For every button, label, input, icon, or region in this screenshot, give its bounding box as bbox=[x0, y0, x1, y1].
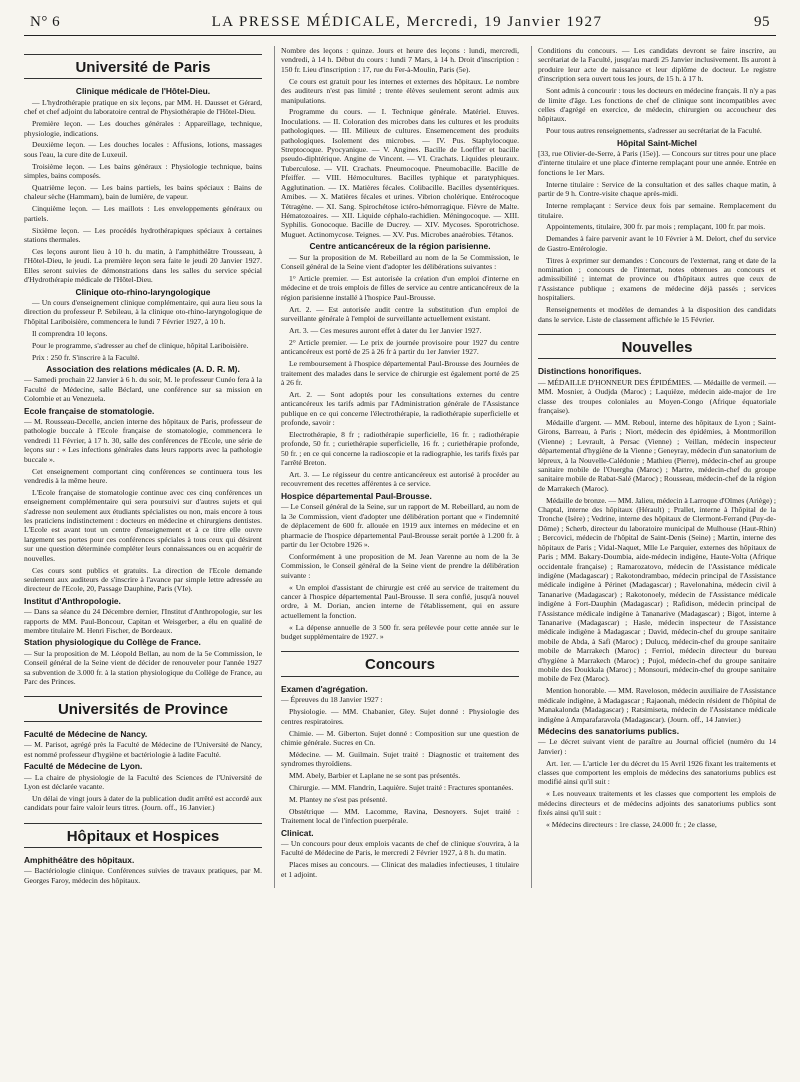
article-heading: Clinicat. bbox=[281, 827, 314, 838]
paragraph: « La dépense annuelle de 3 500 fr. sera prélevée pour cette année sur le budget supplémentaire de 1927. » bbox=[281, 622, 519, 642]
paragraph: Prix : 250 fr. S'inscrire à la Faculté. bbox=[32, 352, 140, 362]
section-title: Université de Paris bbox=[24, 54, 262, 79]
paragraph: Conditions du concours. — Les candidats devront se faire inscrire, au secrétariat de la Faculté, jusqu'au mardi 25 Janvier inclusivement. Ils auront à produire leur acte de naissance et leur diplôme de docteur. Le registre d'inscription sera ouvert tous les jours, de 15 h. à 17 h. bbox=[538, 46, 776, 84]
paragraph: — M. Rousseau-Decelle, ancien interne des hôpitaux de Paris, professeur de pathologie buccale à l'Ecole française de stomatologie, commencera le vendredi 11 Février, à 17 h. 30, salle des conférences de l'Ecole, une série de leçons sur : « Les infections générales dans leurs rapports avec la pathologie buccale ». bbox=[24, 417, 262, 464]
paragraph: — Un concours pour deux emplois vacants de chef de clinique s'ouvrira, à la Faculté de Médecine de Paris, le mercredi 2 Février 1927, à 8 h. du matin. bbox=[281, 839, 519, 858]
article-heading: Station physiologique du Collège de France. bbox=[24, 637, 201, 648]
paragraph: Interne remplaçant : Service deux fois par semaine. Remplacement du titulaire. bbox=[538, 201, 776, 220]
paragraph: Sixième leçon. — Les procédés hydrothérapiques spéciaux à certaines stations thermales. bbox=[24, 225, 262, 245]
paragraph: — Sur la proposition de M. Léopold Bellan, au nom de la 5e Commission, le Conseil général de la Seine vient de décider de renouveler pour l'année 1927 sa subvention de 3.000 fr. à la station physiologique du Collège de France, au Parc des Princes. bbox=[24, 648, 262, 687]
paragraph: Art. 2. — Est autorisée audit centre la substitution d'un emploi de surveillante générale à l'emploi de surveillante actuellement existant. bbox=[281, 304, 519, 323]
masthead bbox=[24, 14, 776, 36]
paragraph: Art. 3. — Le régisseur du centre anticancéreux est autorisé à procéder au recouvrement des recettes afférentes à ce service. bbox=[281, 470, 519, 489]
paragraph: Interne titulaire : Service de la consultation et des salles chaque matin, à partir de 9 h. Contre-visite chaque après-midi. bbox=[538, 179, 776, 199]
article-heading: Centre anticancéreux de la région parisienne. bbox=[309, 241, 491, 252]
paragraph: Quatrième leçon. — Les bains partiels, les bains spéciaux : Bains de chaleur sèche (Hammam), bain de lumière, de vapeur. bbox=[24, 183, 262, 202]
paragraph: Pour tous autres renseignements, s'adresser au secrétariat de la Faculté. bbox=[546, 126, 762, 136]
paragraph: Ces cours sont publics et gratuits. La direction de l'Ecole demande seulement aux auditeurs de s'inscrire à l'avance par simple lettre adressée au directeur de l'Ecole, 20, Passage Dauphine, Paris (VIe). bbox=[24, 565, 262, 594]
article-heading: Clinique médicale de l'Hôtel-Dieu. bbox=[75, 86, 211, 97]
paragraph: Renseignements et modèles de demandes à la disposition des candidats dans le service. Liste de classement affichée le 15 Février. bbox=[538, 305, 776, 324]
paragraph: — La chaire de physiologie de la Faculté des Sciences de l'Université de Lyon est déclarée vacante. bbox=[24, 772, 262, 791]
paragraph: 1° Article premier. — Est autorisée la création d'un emploi d'interne en médecine et de trois emplois de filles de service au centre anticancéreux de la région parisienne installé à l'hospice Paul-Brousse. bbox=[281, 273, 519, 302]
article-heading: Hôpital Saint-Michel bbox=[616, 137, 698, 148]
paragraph: Pour le programme, s'adresser au chef de clinique, hôpital Lariboisière. bbox=[32, 340, 249, 350]
paragraph: Appointements, titulaire, 300 fr. par mois ; remplaçant, 100 fr. par mois. bbox=[546, 222, 766, 232]
article-heading: Institut d'Anthropologie. bbox=[24, 595, 121, 606]
paragraph: Programme du cours. — I. Technique générale. Matériel. Etuves. Inoculations. — II. Coloration des microbes dans les cultures et les produits pathologiques. — III. Milieux de cultures. Ensemencement des produits pathologiques. Isolement des microbes. — IV. Pus. Staphylocoque. Streptocoque. Pyocyanique. — V. Angines. Bacille de Loeffler et bacille pseudo-diphtérique. Angine de Vincent. — VI. Crachats. Liquides pleuraux. Tuberculose. — VII. Crachats. Pneumocoque. Pneumobacille. Bacille de Pfeiffer. — VIII. Hémocultures. Bacilles typhique et paratyphiques. Agglutination. — IX. Matières fécales. Colibacille. Bacilles dysentériques. Amibes. — X. Matières fécales et urines. Vibrion cholérique. Entérocoque Tétragène. — XI. Sang. Spirochétose ictéro-hémorragique. Fièvre de Malte. Hématozoaires. — XII. Liquide céphalo-rachidien. Méningocoque. — XIII. Syphilis. Gonocoque. Bacille de Ducrey. — XIV. Mycoses. Sporotrichose. Muguet. Actinomycose. Teignes. — XV. Pus. Microbes anaérobies. Tétanos. bbox=[281, 107, 519, 239]
newspaper-title: LA PRESSE MÉDICALE, Mercredi, 19 Janvier 1927 bbox=[211, 14, 603, 30]
paragraph: Art. 3. — Ces mesures auront effet à dater du 1er Janvier 1927. bbox=[289, 325, 482, 335]
paragraph: MM. Abely, Barbier et Laplane ne se sont pas présentés. bbox=[289, 771, 461, 781]
paragraph: Médaille de bronze. — MM. Jalieu, médecin à Larroque d'Olmes (Ariège) ; Chaptal, interne des hôpitaux (Hérault) ; Prallet, interne à l'hôpital de la Tronche (Isère) ; Vedrine, interne des hôpitaux de Clermont-Ferrand (Puy-de-Dôme) ; Scherb, directeur du laboratoire municipal de Mulhouse (Haut-Rhin) ; Bercovici, médecin de l'hôpital de Saint-Denis (Seine) ; Martin, interne des hôpitaux de Paris ; Vidal-Naquet, Mlle Le Parquier, externes des hôpitaux de Paris ; MM. Bakary-Doumbia, aide-médecin indigène, Haute-Volta (Afrique occidentale française) ; Ramarozatovo, médecin de l'Assistance médicale indigène (Madagascar) ; Rakotondrambao, médecin principal de l'Assistance médicale indigène à Périnet (Madagascar) ; Ravelonahina, médecin civil à Tananarive (Madagascar) ; Rakotonoely, médecin de l'Assistance médicale indigène à Fort-Dauphin (Madagascar) ; Rafidison, médecin principal de l'Assistance médicale indigène à Tananarive (Madagascar) ; Bigot, interne à Tananarive (Madagascar) ; Hasle, médecin inspecteur de l'Assistance médicale indigène à Madagascar ; David, médecin-chef du groupe sanitaire mobile de Abda, à Safi (Maroc) ; Dulucq, médecin-chef du groupe sanitaire mobile de Marrakech (Maroc) ; Ferriol, médecin directeur du bureau d'hygiène à Marrakech (Maroc) ; Pujol, médecin-chef du groupe sanitaire mobile des Doukkala (Maroc) ; Monsouri, médecin-chef du groupe sanitaire mobile de Fez (Maroc). bbox=[538, 495, 776, 684]
article-heading: Examen d'agrégation. bbox=[281, 683, 368, 694]
page-number-left: N° 6 bbox=[30, 14, 61, 30]
paragraph: Nombre des leçons : quinze. Jours et heure des leçons : lundi, mercredi, vendredi, à 14 h. Début du cours : lundi 7 Mars, à 14 h. Droit d'inscription : 150 fr. Lieu d'inscription : 17, rue du Fer-à-Moulin, Paris (5e). bbox=[281, 46, 519, 74]
article-heading: Association des relations médicales (A. D. R. M). bbox=[46, 363, 240, 374]
column-1 bbox=[24, 46, 262, 888]
paragraph: Art. 2. — Sont adoptés pour les consultations externes du centre anticancéreux les tarifs admis par l'Administration générale de l'Assistance publique en ce qui concerne l'électrothérapie, la radiothérapie superficielle et profonde, savoir : bbox=[281, 389, 519, 428]
paragraph: — Le décret suivant vient de paraître au Journal officiel (numéro du 14 Janvier) : bbox=[538, 737, 776, 756]
paragraph: 2° Article premier. — Le prix de journée provisoire pour 1927 du centre anticancéreux est porté de 25 à 26 fr à partir du 1er Janvier 1927. bbox=[281, 337, 519, 357]
paragraph: « Les nouveaux traitements et les classes que comportent les emplois de médecins directeurs et de médecins adjoints des sanatoriums publics sont fixés ainsi qu'il suit : bbox=[538, 789, 776, 818]
paragraph: Art. 1er. — L'article 1er du décret du 15 Avril 1926 fixant les traitements et classes que comportent les emplois de médecins des sanatoriums publics est modifié ainsi qu'il suit : bbox=[538, 758, 776, 787]
article-heading: Distinctions honorifiques. bbox=[538, 366, 642, 377]
paragraph: — MÉDAILLE D'HONNEUR DES ÉPIDÉMIES. — Médaille de vermeil. — MM. Mosnier, à Oudjda (Maroc) ; Laquièze, médecin aide-major de 1re classe des troupes coloniales au Moyen-Congo (Afrique équatoriale française). bbox=[538, 377, 776, 415]
paragraph: Troisième leçon. — Les bains généraux : Physiologie technique, bains simples, bains composés. bbox=[24, 161, 262, 181]
paragraph: — Bactériologie clinique. Conférences suivies de travaux pratiques, par M. Georges Faroy, médecin des hôpitaux. bbox=[24, 866, 262, 885]
section-title: Nouvelles bbox=[538, 334, 776, 359]
paragraph: Il comprendra 10 leçons. bbox=[32, 328, 108, 338]
paragraph: Le remboursement à l'hospice départemental Paul-Brousse des Journées de traitement des malades dans le service de chirurgie est également porté de 25 à 26 fr. bbox=[281, 359, 519, 387]
paragraph: — M. Parisot, agrégé près la Faculté de Médecine de l'Université de Nancy, est nommé professeur d'hygiène et bactériologie à ladite Faculté. bbox=[24, 740, 262, 759]
paragraph: Cet enseignement comportant cinq conférences se continuera tous les vendredis à la même heure. bbox=[24, 466, 262, 485]
paragraph: Obstétrique — MM. Lacomme, Ravina, Desnoyers. Sujet traité : Traitement local de l'infection puerpérale. bbox=[281, 806, 519, 826]
article-heading: Faculté de Médecine de Nancy. bbox=[24, 728, 148, 739]
column-3 bbox=[531, 46, 776, 888]
paragraph: — Dans sa séance du 24 Décembre dernier, l'Institut d'Anthropologie, sur les rapports de MM. Paul-Boncour, Capitan et Weisgerber, a élu en qualité de membre titulaire M. Henri Fischer, de Bordeaux. bbox=[24, 607, 262, 636]
paragraph: Ces leçons auront lieu à 10 h. du matin, à l'amphithéâtre Trousseau, à l'Hôtel-Dieu, le jeudi. La première leçon sera faite le jeudi 20 Janvier 1927. Elles seront suivies de démonstrations dans les salles du service spécial d'Hydrothérapie médicale de l'Hôtel-Dieu. bbox=[24, 247, 262, 285]
paragraph: Physiologie. — MM. Chabanier, Gley. Sujet donné : Physiologie des centres respiratoires. bbox=[281, 707, 519, 726]
paragraph: Electrothérapie, 8 fr ; radiothérapie superficielle, 16 fr. ; radiothérapie profonde, 50 fr. ; curiethérapie superficielle, 16 fr. ; curiethérapie profonde, 50 fr. ; en ce qui concerne la radioscopie et la radiographie, les tarifs fixés par l'arrêté Breton. bbox=[281, 429, 519, 468]
paragraph: Sont admis à concourir : tous les docteurs en médecine français. Il n'y a pas de limite d'âge. Les fonctions de chef de clinique sont incompatibles avec celles d'agrégé en exercice, de médecin, chirurgien ou accoucheur des hôpitaux. bbox=[538, 86, 776, 124]
paragraph: M. Plantey ne s'est pas présenté. bbox=[289, 794, 388, 804]
paragraph: Ce cours est gratuit pour les internes et externes des hôpitaux. Le nombre des auditeurs n'est pas limité ; trente élèves seulement seront admis aux manipulations. bbox=[281, 76, 519, 105]
paragraph: — Samedi prochain 22 Janvier à 6 h. du soir, M. le professeur Cunéo fera à la Faculté de Médecine, salle Béclard, une conférence sur sa mission en Colombie et au Venezuela. bbox=[24, 375, 262, 404]
article-heading: Médecins des sanatoriums publics. bbox=[538, 725, 680, 736]
paragraph: Demandes à faire parvenir avant le 10 Février à M. Delort, chef du service de Gastro-Entérologie. bbox=[538, 234, 776, 253]
paragraph: Mention honorable. — MM. Raveloson, médecin auxiliaire de l'Assistance médicale indigène, à Madagascar ; Rajaonah, médecin résident de l'hôpital de Manakalonda (Madagascar) ; Ratsimiseta, médecin de l'Assistance médicale indigène à Amparafaravola (Madagascar). (Journ. off., 14 Janvier.) bbox=[538, 686, 776, 724]
section-title: Universités de Province bbox=[24, 696, 262, 721]
paragraph: [33, rue Olivier-de-Serre, à Paris (15e)]. — Concours sur titres pour une place d'interne titulaire et une place d'interne remplaçant pour une année. Entrée en fonctions le 1er Mars. bbox=[538, 149, 776, 177]
paragraph: Titres à exprimer sur demandes : Concours de l'externat, rang et date de la nomination ; concours de l'internat, notes obtenues au concours et admissibilité ; internat de province ou d'hôpitaux autres que ceux de l'Assistance publique ; examens de médecine déjà passés ; services hospitaliers. bbox=[538, 255, 776, 303]
page-number-right: 95 bbox=[754, 14, 770, 30]
paragraph: Deuxième leçon. — Les douches locales : Affusions, lotions, massages sous l'eau, la cure dite de Luxeuil. bbox=[24, 140, 262, 159]
paragraph: — Le Conseil général de la Seine, sur un rapport de M. Rebeillard, au nom de la 3e Commission, vient d'adopter une délibération portant que « l'indemnité de déplacement de 600 fr. allouée en 1919 aux internes en médecine et en pharmacie de l'hospice départemental Paul-Brousse serait portée à 1.200 fr. à partir du 1er Octobre 1926 ». bbox=[281, 502, 519, 549]
column-2 bbox=[274, 46, 519, 888]
paragraph: Un délai de vingt jours à dater de la publication dudit arrêté est accordé aux candidats pour faire valoir leurs titres. (Journ. off., 16 Janvier.) bbox=[24, 793, 262, 813]
section-title: Hôpitaux et Hospices bbox=[24, 823, 262, 848]
article-heading: Hospice départemental Paul-Brousse. bbox=[281, 490, 432, 501]
article-heading: Faculté de Médecine de Lyon. bbox=[24, 761, 143, 772]
paragraph: Cinquième leçon. — Les maillots : Les enveloppements généraux ou partiels. bbox=[24, 204, 262, 223]
article-heading: Amphithéâtre des hôpitaux. bbox=[24, 855, 135, 866]
paragraph: « Un emploi d'assistant de chirurgie est créé au service de traitement du cancer à l'hospice départemental Paul-Brousse. Il sera confié, jusqu'à nouvel ordre, à M. Dorian, ancien interne de l'établissement, qui en assure actuellement la fonction. bbox=[281, 582, 519, 620]
paragraph: — Sur la proposition de M. Rebeillard au nom de la 5e Commission, le Conseil général de la Seine vient d'adopter les délibérations suivantes : bbox=[281, 252, 519, 271]
paragraph: Médecine. — M. Guilmain. Sujet traité : Diagnostic et traitement des syndromes thyroïdiens. bbox=[281, 749, 519, 769]
paragraph: Chimie. — M. Giberton. Sujet donné : Composition sur une question de chimie générale. Sucres en Cn. bbox=[281, 728, 519, 747]
paragraph: — Un cours d'enseignement clinique complémentaire, qui aura lieu sous la direction du professeur P. Sebileau, à la clinique oto-rhino-laryngologique de l'hôpital Lariboisière, commencera le lundi 7 Février 1927, à 10 h. bbox=[24, 298, 262, 326]
paragraph: — L'hydrothérapie pratique en six leçons, par MM. H. Dausset et Gérard, chef et chef adjoint du laboratoire central de Physiothérapie de l'Hôtel-Dieu. bbox=[24, 97, 262, 117]
paragraph: Conformément à une proposition de M. Jean Varenne au nom de la 3e Commission, le Conseil général de la Seine vient de prendre la délibération suivante : bbox=[281, 551, 519, 580]
section-title: Concours bbox=[281, 651, 519, 676]
paragraph: Chirurgie. — MM. Flandrin, Laquière. Sujet traité : Fractures spontanées. bbox=[289, 783, 514, 793]
paragraph: L'Ecole française de stomatologie continue avec ces cinq conférences un enseignement complémentaire qui sera poursuivi sur d'autres sujets et qui s'adresse non seulement aux étudiants spécialistes ou non, mais encore à tous les praticiens indistinctement : docteurs en médecine et chirurgiens dentistes. L'Ecole est avant tout un centre d'enseignement et à ce titre elle ouvre largement ses portes pour ces conférences spéciales à tous ceux qui désirent sur une question déterminée compléter leurs connaissances ou en acquérir de nouvelles. bbox=[24, 487, 262, 563]
paragraph: Médaille d'argent. — MM. Reboul, interne des hôpitaux de Lyon ; Saint-Girons, Barreau, à Paris ; Niort, médecin des épidémies, à Montmorillon (Vienne) ; Levrault, à Persac (Vienne) ; Veillan, médecin inspecteur départemental d'hygiène de la Vienne ; Geneyray, médecin d'un sanatorium de lépreux, à la Nouvelle-Calédonie ; Mathieu (Pierre), médecin-chef au groupe sanitaire mobile de l'Ouergha (Maroc) ; Martre, médecin-chef du groupe sanitaire mobile de Rabat-Salé (Maroc) ; Rousseau, médecin-chef de la région de Marrakech (Maroc). bbox=[538, 417, 776, 493]
article-heading: Clinique oto-rhino-laryngologique bbox=[75, 286, 211, 297]
paragraph: — Épreuves du 18 Janvier 1927 : bbox=[281, 695, 383, 705]
paragraph: Première leçon. — Les douches générales : Appareillage, technique, physiologie, indications. bbox=[24, 119, 262, 138]
paragraph: « Médecins directeurs : 1re classe, 24.000 fr. ; 2e classe, bbox=[546, 820, 717, 830]
article-heading: Ecole française de stomatologie. bbox=[24, 405, 155, 416]
paragraph: Places mises au concours. — Clinicat des maladies infectieuses, 1 titulaire et 1 adjoint. bbox=[281, 860, 519, 879]
